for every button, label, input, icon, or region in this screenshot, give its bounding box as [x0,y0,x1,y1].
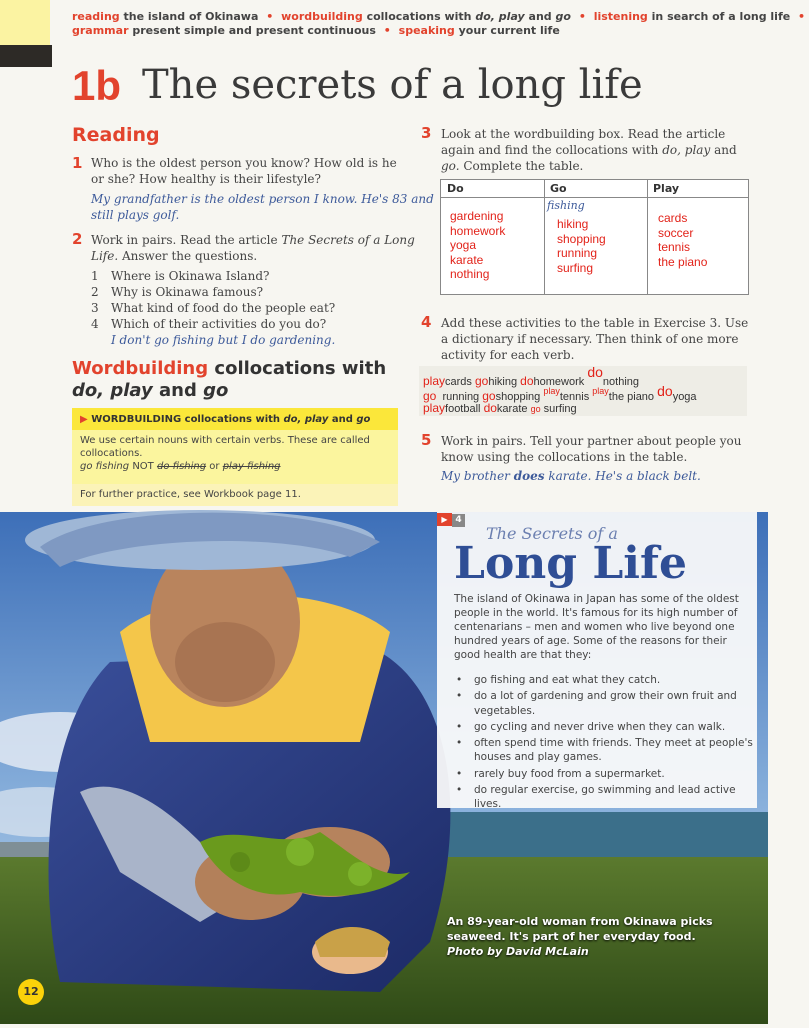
list-item [91,300,335,316]
written-verb: play [423,401,446,415]
article-bullet-list [454,673,754,814]
activity-word: nothing [602,376,639,388]
header-wordbuilding-and: and [528,10,552,23]
article-title-ref: The Secrets of a Long [281,233,415,247]
article-title: Long Life [454,538,687,589]
activity-word: karate [496,403,528,415]
track-number: 4 [452,514,465,527]
q2-text-a: Work in pairs. Read the article [91,233,278,247]
answer-line2: still plays golf. [91,208,180,222]
activity-word: cards [445,376,472,388]
separator: • [578,10,586,23]
activity-word: homework [533,376,585,388]
header-speaking-keyword: speaking [398,24,455,37]
audio-track-icon[interactable] [437,507,467,525]
wordbuilding-box-body [72,430,398,484]
table-cell[interactable]: homework [450,223,506,238]
list-item-number: 3 [91,301,99,315]
wb-example-wrong-2: play fishing [222,461,281,472]
collocations-table [440,179,749,295]
ex3-line3b: Complete the table. [463,159,584,173]
separator: • [266,10,274,23]
header-speaking-text: your current life [458,24,560,37]
ex3-line2b: do, play [662,143,711,157]
do-column-answers[interactable] [450,209,505,282]
question-list [91,268,335,348]
page-number: 12 [18,979,44,1005]
article-title-small: The Secrets of a [486,524,618,543]
article-body: The island of Okinawa in Japan has some of the oldest people in the world. It's famous for its high number of centenarians – men and women who live beyond one hundred years of age. Some of the reasons for their good health are that they: [454,593,739,661]
table-cell[interactable]: cards [658,211,688,225]
written-verb: go [423,389,437,403]
question-1-example-answer [91,191,434,223]
table-cell[interactable]: tennis [658,240,691,254]
written-verb: play [592,386,609,396]
exercise-4-text [441,315,748,363]
header-topics-line2 [72,24,560,37]
exercise-5-example [441,468,701,484]
header-wordbuilding-go: go [555,10,571,23]
ex3-line2c: and [714,143,737,157]
caption-line2: seaweed. It's part of her everyday food. [447,930,696,943]
wb-example-correct: go fishing [80,461,130,472]
table-cell[interactable]: nothing [450,267,490,281]
header-grammar-keyword: grammar [72,24,129,37]
list-item: • do regular exercise, go swimming and lead active lives. [454,783,754,812]
wordbuilding-box [72,408,398,500]
activities-line3 [423,401,577,415]
table-header-row [441,180,748,198]
exercise-5-number: 5 [421,431,432,449]
answer-line1: My grandfather is the oldest person I know. He's 83 and [91,192,434,206]
table-cell[interactable]: shopping [557,231,606,246]
wordbuilding-heading [72,358,386,379]
exercise-3-number: 3 [421,124,432,142]
written-verb: do [520,374,534,388]
ex5-line2: know using the collocations in the table. [441,450,688,464]
ex4-line1: Add these activities to the table in Exercise 3. Use [441,316,749,330]
list-item-number: 2 [91,285,99,299]
table-cell[interactable]: running [557,246,598,260]
header-wordbuilding-text: collocations with [366,10,472,23]
written-verb: go [482,389,496,403]
photo-credit: Photo by David McLain [447,945,589,958]
wb-body-line1: We use certain nouns with certain verbs. These are called [80,435,370,446]
written-verb: do [657,383,673,399]
list-item [91,316,335,332]
list-item-text: Where is Okinawa Island? [111,269,270,283]
wb-box-title-a: WORDBUILDING collocations with [91,414,281,425]
written-verb: play [543,386,560,396]
caption-line1: An 89-year-old woman from Okinawa picks [447,915,713,928]
activity-word: shopping [495,391,541,403]
q2-text-b: Answer the questions. [122,249,258,263]
activity-word: football [445,403,481,415]
ex3-line1: Look at the wordbuilding box. Read the article [441,127,726,141]
header-listening-keyword: listening [593,10,648,23]
column-header-do: Do [447,182,464,195]
activity-word: the piano [608,391,655,403]
wb-heading-do-play: do, play [72,380,153,401]
play-arrow-icon: ▶ [80,414,88,425]
list-item-text: Why is Okinawa famous? [111,285,264,299]
exercise-3-text [441,126,737,174]
wordbuilding-box-title [72,408,398,430]
activity-word: tennis [559,391,590,403]
wb-example-line [80,460,390,473]
play-icon: ▶ [437,513,452,526]
wb-example-wrong-1: do fishing [156,461,207,472]
table-cell[interactable]: gardening [450,209,504,223]
wb-heading-and: and [159,380,197,401]
ex4-line3: activity for each verb. [441,348,575,362]
article-title-ref-2: Life. [91,249,119,263]
wordbuilding-heading-red: Wordbuilding [72,358,209,379]
separator: • [383,24,391,37]
written-verb: do [587,364,603,380]
ex3-line3a: go. [441,159,460,173]
list-item-text: Which of their activities do you do? [111,317,327,331]
wordbuilding-heading-line2 [72,380,228,401]
exercise-4-number: 4 [421,313,432,331]
table-cell[interactable]: karate [450,252,484,267]
question-1-line2: or she? How healthy is their lifestyle? [91,172,321,186]
reading-heading: Reading [72,124,160,146]
written-verb: go [530,404,541,414]
list-item-text: What kind of food do the people eat? [111,301,336,315]
header-listening-text: in search of a long life [651,10,791,23]
lesson-number: 1b [72,62,122,109]
list-item [91,268,335,284]
question-1-text [91,155,397,187]
go-example-fishing: fishing [547,199,585,212]
column-header-go: Go [550,182,567,195]
list-item: • go cycling and never drive when they can walk. [454,720,754,734]
header-wordbuilding-keyword: wordbuilding [281,10,363,23]
header-wordbuilding-italic: do, play [475,10,525,23]
table-cell[interactable]: hiking [557,217,589,231]
wordbuilding-heading-black: collocations with [214,358,387,379]
ex5-example-a: My brother [441,469,510,483]
lesson-title: The secrets of a long life [142,62,643,108]
activity-word: hiking [488,376,518,388]
wb-example-not: NOT [132,461,154,472]
wb-box-title-d: go [356,414,371,425]
question-2-text [91,232,415,264]
list-item-number: 1 [91,269,99,283]
wb-box-title-b: do, play [283,414,329,425]
header-grammar-text: present simple and present continuous [132,24,376,37]
wb-body-line2: collocations. [80,448,143,459]
ex5-example-bold: does [513,469,545,483]
wb-heading-go: go [203,380,229,401]
list-item: • go fishing and eat what they catch. [454,673,754,687]
activity-word: yoga [672,391,697,403]
column-header-play: Play [653,182,680,195]
table-divider [544,180,545,294]
activity-word: surfing [543,403,577,415]
table-cell[interactable]: yoga [450,238,477,252]
play-column-answers[interactable] [658,211,707,269]
ex5-example-c: karate. He's a black belt. [548,469,701,483]
question-1-number: 1 [72,154,83,172]
list-item: • do a lot of gardening and grow their own fruit and vegetables. [454,689,754,718]
separator: • [798,10,806,23]
photo-caption [447,914,747,959]
wordbuilding-box-footer: For further practice, see Workbook page 11. [72,484,398,506]
table-divider [647,180,648,294]
list-item [91,284,335,300]
table-cell[interactable]: soccer [658,225,694,240]
question-2-number: 2 [72,230,83,248]
written-verb: go [474,374,489,388]
written-verb: play [423,374,446,388]
header-tab [0,0,50,45]
exercise-5-text [441,433,741,465]
go-column-answers[interactable] [557,217,606,275]
ex3-line2a: again and find the collocations with [441,143,659,157]
header-topics-line1 [72,10,809,23]
question-4-example-answer: I don't go fishing but I do gardening. [111,333,336,347]
wb-example-or: or [209,461,220,472]
question-1-line1: Who is the oldest person you know? How old is he [91,156,397,170]
ex5-line1: Work in pairs. Tell your partner about people you [441,434,742,448]
table-cell[interactable]: the piano [658,254,708,269]
list-item-number: 4 [91,317,99,331]
list-item: • often spend time with friends. They meet at people's houses and play games. [454,736,754,765]
written-verb: do [483,401,497,415]
list-item: • rarely buy food from a supermarket. [454,767,754,781]
header-reading-keyword: reading [72,10,120,23]
header-reading-text: the island of Okinawa [123,10,259,23]
table-cell[interactable]: surfing [557,260,594,275]
wb-box-title-c: and [331,414,353,425]
ex4-line2: a dictionary if necessary. Then think of one more [441,332,739,346]
header-dark-bar [0,45,52,67]
activity-word: running [442,391,480,403]
